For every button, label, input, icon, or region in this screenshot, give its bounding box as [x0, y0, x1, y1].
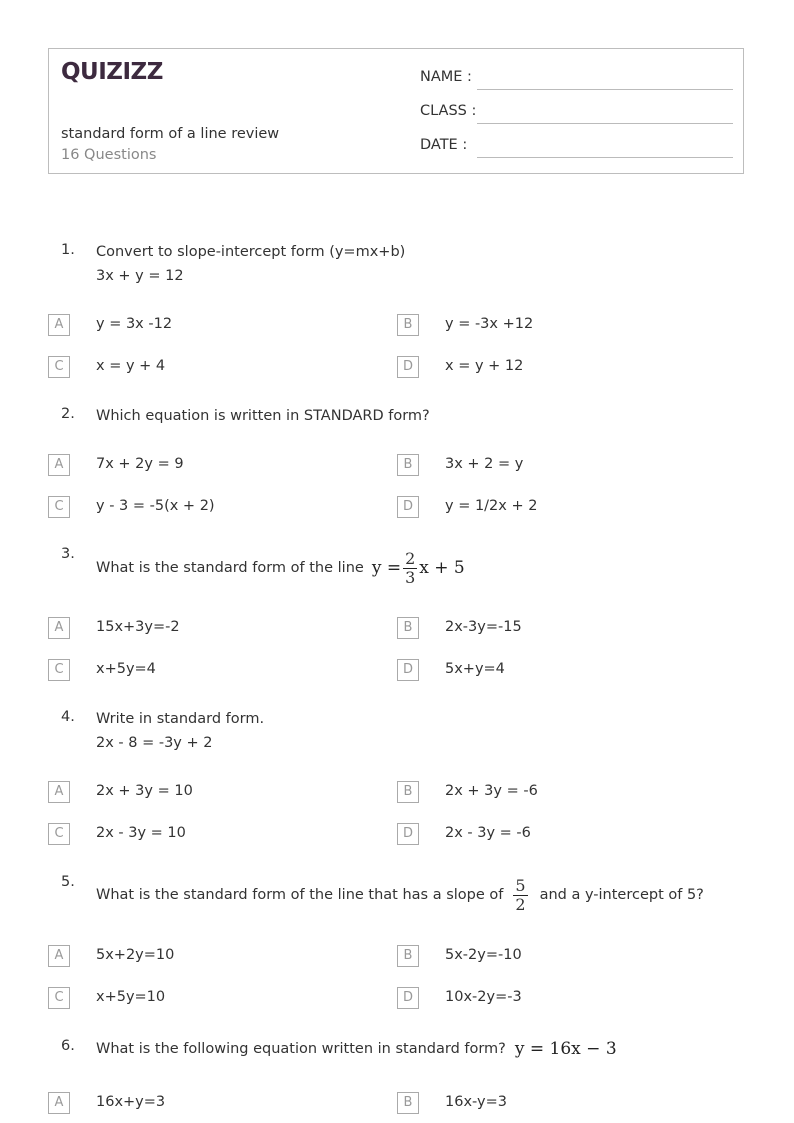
- fraction: [403, 550, 417, 587]
- question-number: 5.: [61, 874, 75, 890]
- question-text: What is the standard form of the line that has a slope of: [96, 887, 504, 903]
- option-d-box[interactable]: D: [397, 823, 419, 845]
- option-d-box[interactable]: D: [397, 659, 419, 681]
- option-a-text: 16x+y=3: [96, 1094, 166, 1110]
- option-b-box[interactable]: B: [397, 454, 419, 476]
- option-b-text: 3x + 2 = y: [445, 456, 524, 472]
- question-number: 2.: [61, 406, 75, 422]
- option-d-text: 5x+y=4: [445, 661, 505, 677]
- option-c-text: x+5y=10: [96, 989, 166, 1005]
- option-b-box[interactable]: B: [397, 781, 419, 803]
- question-text: Which equation is written in STANDARD form?: [96, 408, 430, 424]
- question-text: What is the standard form of the line: [96, 560, 364, 576]
- option-a-box[interactable]: A: [48, 314, 70, 336]
- class-label: CLASS :: [420, 103, 477, 119]
- option-c-text: x = y + 4: [96, 358, 166, 374]
- option-c-box[interactable]: C: [48, 356, 70, 378]
- question-text-line2: 2x - 8 = -3y + 2: [96, 735, 213, 751]
- fraction-denominator: 2: [515, 894, 526, 914]
- option-c-text: 2x - 3y = 10: [96, 825, 186, 841]
- option-c-box[interactable]: C: [48, 496, 70, 518]
- name-label: NAME :: [420, 69, 472, 85]
- question-number: 1.: [61, 242, 75, 258]
- option-d-box[interactable]: D: [397, 987, 419, 1009]
- option-c-text: x+5y=4: [96, 661, 156, 677]
- math-equation: y = 16x − 3: [514, 1039, 617, 1059]
- option-a-box[interactable]: A: [48, 781, 70, 803]
- option-a-text: y = 3x -12: [96, 316, 173, 332]
- fraction-numerator: 2: [405, 548, 416, 568]
- option-b-text: 5x-2y=-10: [445, 947, 522, 963]
- date-line[interactable]: [477, 157, 733, 158]
- option-b-box[interactable]: B: [397, 314, 419, 336]
- option-a-box[interactable]: A: [48, 617, 70, 639]
- question-number: 3.: [61, 546, 75, 562]
- math-lhs: y =: [371, 558, 402, 578]
- question-text-line2: 3x + y = 12: [96, 268, 184, 284]
- question-text-row: [96, 872, 704, 918]
- math-rhs: x + 5: [419, 558, 465, 578]
- name-line[interactable]: [477, 89, 733, 90]
- question-number: 4.: [61, 709, 75, 725]
- question-text-row: [96, 546, 465, 590]
- fraction: [513, 877, 527, 914]
- option-a-text: 7x + 2y = 9: [96, 456, 184, 472]
- option-c-box[interactable]: C: [48, 987, 70, 1009]
- option-a-text: 15x+3y=-2: [96, 619, 180, 635]
- question-number: 6.: [61, 1038, 75, 1054]
- question-text-post: and a y-intercept of 5?: [539, 887, 704, 903]
- option-d-box[interactable]: D: [397, 496, 419, 518]
- option-a-box[interactable]: A: [48, 1092, 70, 1114]
- quizizz-logo: QUIZIZZ: [61, 59, 163, 85]
- option-c-text: y - 3 = -5(x + 2): [96, 498, 215, 514]
- question-text-row: [96, 1036, 617, 1062]
- option-b-text: y = -3x +12: [445, 316, 534, 332]
- question-text: Write in standard form.: [96, 711, 265, 727]
- option-b-box[interactable]: B: [397, 945, 419, 967]
- worksheet-header: [48, 48, 744, 174]
- option-b-box[interactable]: B: [397, 1092, 419, 1114]
- fraction-numerator: 5: [515, 875, 526, 895]
- option-a-box[interactable]: A: [48, 945, 70, 967]
- option-a-box[interactable]: A: [48, 454, 70, 476]
- fraction-denominator: 3: [405, 567, 416, 587]
- option-d-text: y = 1/2x + 2: [445, 498, 538, 514]
- option-d-text: 2x - 3y = -6: [445, 825, 531, 841]
- option-b-text: 16x-y=3: [445, 1094, 507, 1110]
- option-a-text: 2x + 3y = 10: [96, 783, 193, 799]
- option-d-text: x = y + 12: [445, 358, 524, 374]
- date-label: DATE :: [420, 137, 468, 153]
- option-d-box[interactable]: D: [397, 356, 419, 378]
- question-text: What is the following equation written in standard form?: [96, 1041, 506, 1057]
- option-b-text: 2x-3y=-15: [445, 619, 522, 635]
- worksheet-title: standard form of a line review: [61, 126, 280, 142]
- option-d-text: 10x-2y=-3: [445, 989, 522, 1005]
- question-text: Convert to slope-intercept form (y=mx+b): [96, 244, 406, 260]
- class-line[interactable]: [477, 123, 733, 124]
- option-b-text: 2x + 3y = -6: [445, 783, 538, 799]
- option-a-text: 5x+2y=10: [96, 947, 175, 963]
- question-count: 16 Questions: [61, 147, 157, 163]
- option-c-box[interactable]: C: [48, 659, 70, 681]
- option-b-box[interactable]: B: [397, 617, 419, 639]
- option-c-box[interactable]: C: [48, 823, 70, 845]
